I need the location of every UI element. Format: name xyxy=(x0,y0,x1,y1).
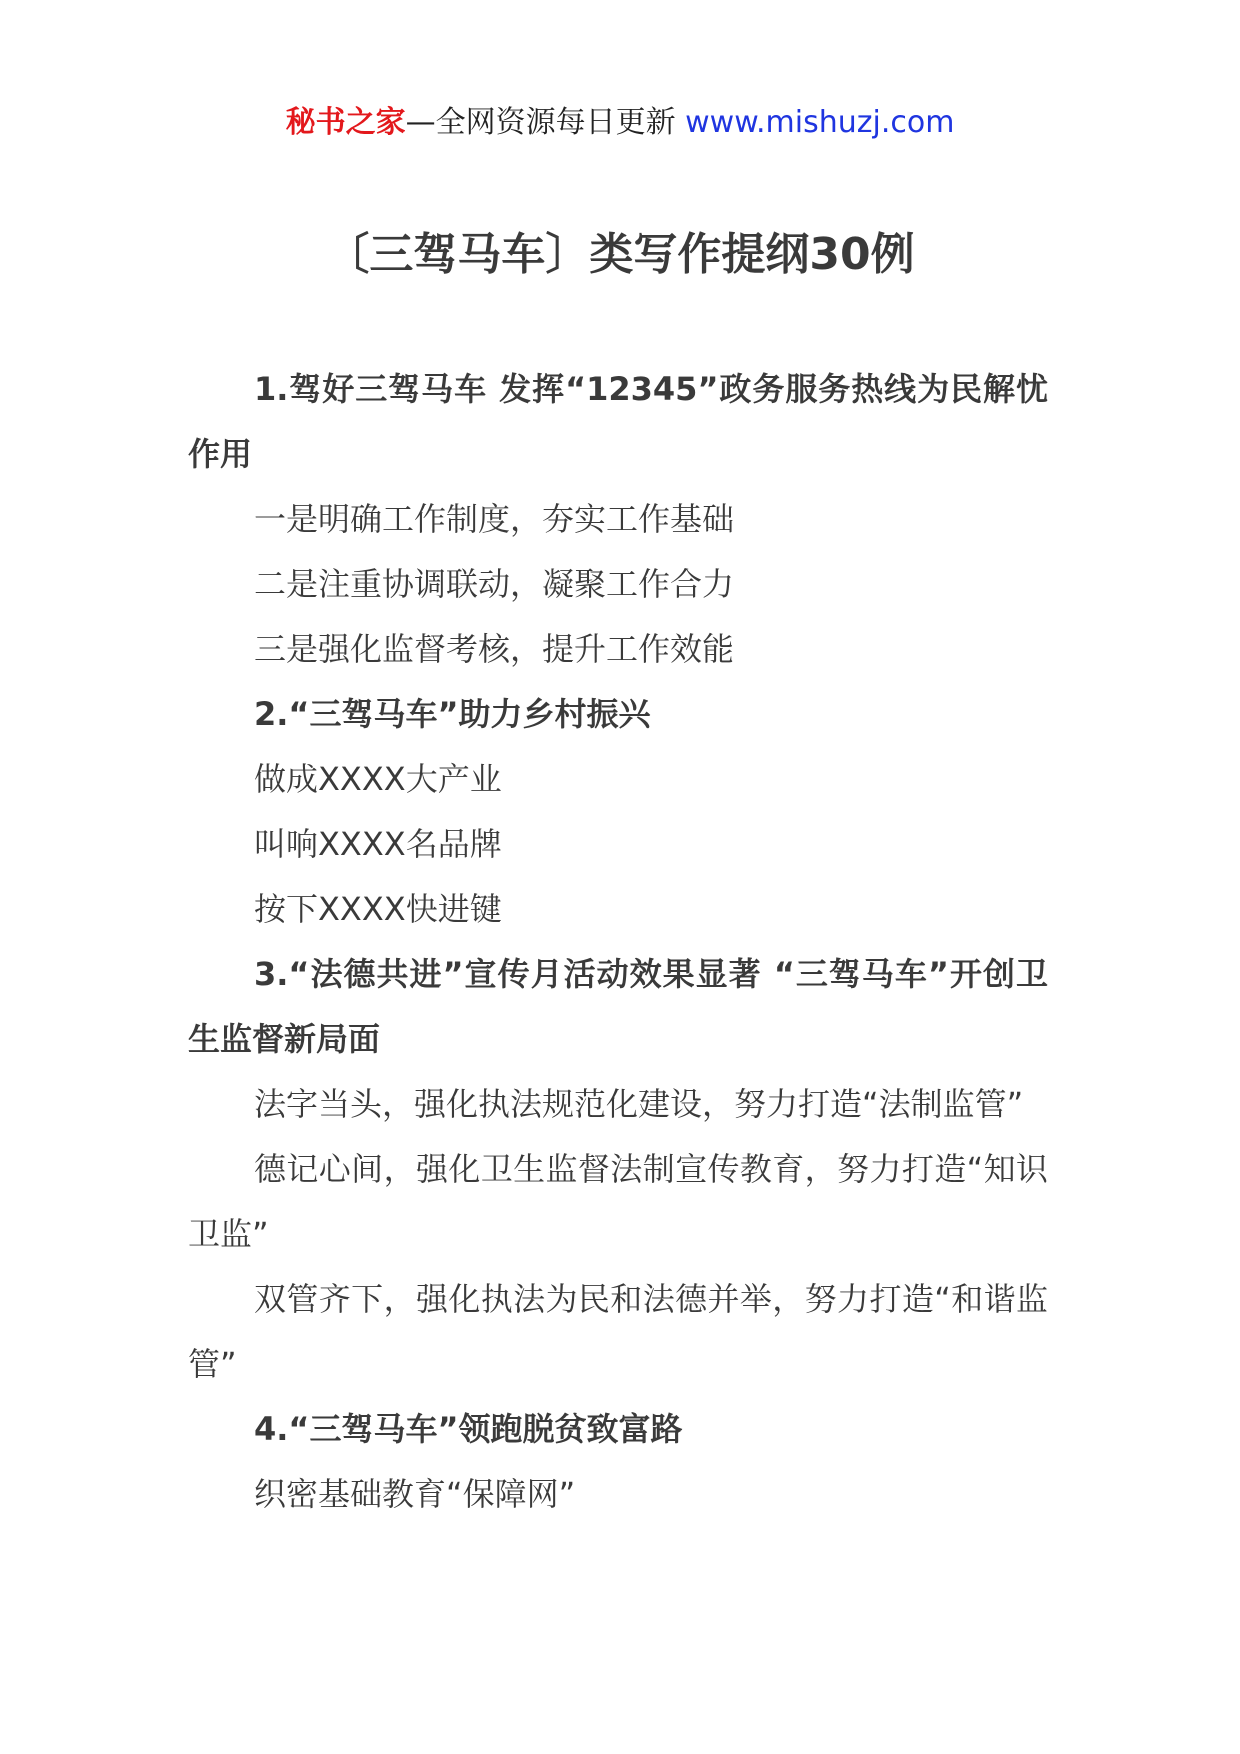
section-heading-4: 4.“三驾马车”领跑脱贫致富路 xyxy=(254,1410,683,1448)
section-heading-3: 3.“法德共进”宣传月活动效果显著 “三驾马车”开创卫生监督新局面 xyxy=(188,955,1048,1058)
site-slogan: —全网资源每日更新 xyxy=(405,105,686,140)
body-paragraph: 三是强化监督考核，提升工作效能 xyxy=(254,630,735,668)
body-paragraph: 叫响XXXX名品牌 xyxy=(254,825,502,863)
site-url-link[interactable]: www.mishuzj.com xyxy=(685,105,955,140)
body-paragraph: 做成XXXX大产业 xyxy=(254,760,502,798)
site-header xyxy=(0,103,1240,143)
document-body xyxy=(188,357,1048,1527)
body-paragraph: 按下XXXX快进键 xyxy=(254,890,502,928)
body-paragraph: 双管齐下，强化执法为民和法德并举，努力打造“和谐监管” xyxy=(188,1280,1048,1383)
section-heading-1: 1.驾好三驾马车 发挥“12345”政务服务热线为民解忧作用 xyxy=(188,370,1048,473)
body-paragraph: 一是明确工作制度，夯实工作基础 xyxy=(254,500,735,538)
body-paragraph: 织密基础教育“保障网” xyxy=(254,1475,576,1513)
document-title: 〔三驾马车〕类写作提纲30例 xyxy=(325,229,915,280)
body-paragraph: 二是注重协调联动，凝聚工作合力 xyxy=(254,565,735,603)
section-heading-2: 2.“三驾马车”助力乡村振兴 xyxy=(254,695,651,733)
body-paragraph: 德记心间，强化卫生监督法制宣传教育，努力打造“知识卫监” xyxy=(188,1150,1048,1253)
brand-name: 秘书之家 xyxy=(285,105,406,140)
body-paragraph: 法字当头，强化执法规范化建设，努力打造“法制监管” xyxy=(254,1085,1024,1123)
